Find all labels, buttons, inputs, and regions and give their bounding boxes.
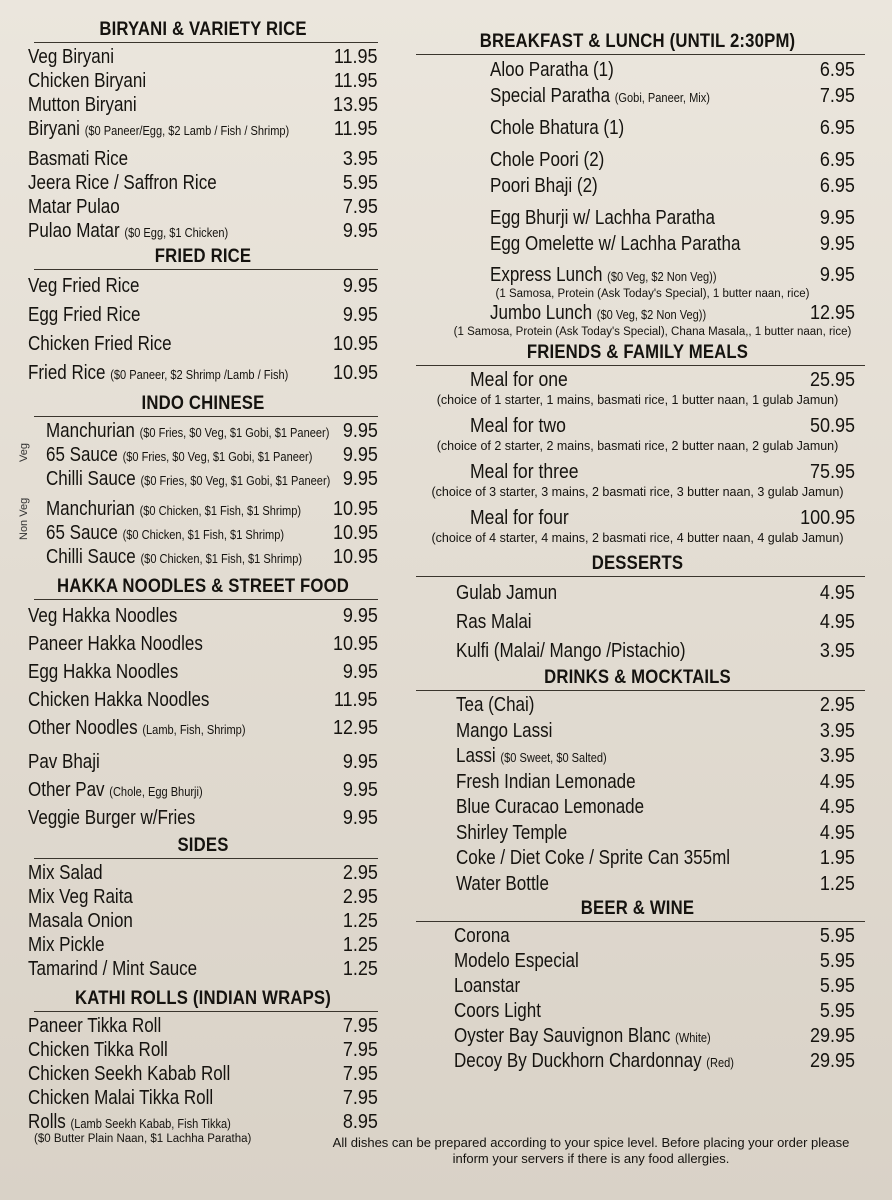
price: 9.95	[819, 264, 855, 286]
item-name: Lassi ($0 Sweet, $0 Salted)	[456, 745, 607, 767]
item-list	[456, 579, 855, 666]
menu-item	[454, 924, 855, 949]
item-name: Egg Fried Rice	[28, 304, 141, 326]
item-name: Egg Bhurji w/ Lachha Paratha	[490, 207, 715, 229]
item-name: Veggie Burger w/Fries	[28, 807, 196, 829]
item-name: Mix Veg Raita	[28, 886, 133, 908]
menu-item	[456, 744, 855, 770]
item-price: 3.95	[819, 640, 855, 662]
menu-item	[456, 579, 855, 608]
divider	[416, 690, 865, 691]
item-name: Pav Bhaji	[28, 751, 100, 773]
item-price: 13.95	[332, 94, 378, 116]
item-name: Egg Hakka Noodles	[28, 661, 179, 683]
menu-item	[454, 949, 855, 974]
menu-item	[28, 330, 378, 359]
menu-item	[490, 147, 855, 173]
menu-item	[28, 219, 378, 243]
item-price: 11.95	[334, 70, 378, 92]
menu-item	[456, 637, 855, 666]
left-column	[18, 18, 378, 1134]
item-name: Mix Salad	[28, 862, 103, 884]
menu-item	[490, 173, 855, 199]
menu-item	[28, 171, 378, 195]
item-name: Manchurian ($0 Fries, $0 Veg, $1 Gobi, $1 Paneer)	[46, 420, 330, 442]
item-list	[46, 497, 378, 569]
item-name: Poori Bhaji (2)	[490, 175, 598, 197]
item-name: Shirley Temple	[456, 821, 568, 844]
item-price: 9.95	[342, 807, 378, 829]
menu-item	[46, 443, 378, 467]
meal-name: Meal for two	[470, 415, 566, 437]
menu-item	[28, 45, 378, 69]
item-list	[28, 45, 378, 243]
divider	[416, 54, 865, 55]
item-list	[28, 1014, 378, 1134]
item-name: Kulfi (Malai/ Mango /Pistachio)	[456, 640, 686, 662]
item-note: ($0 Egg, $1 Chicken)	[124, 225, 229, 240]
item-price: 10.95	[332, 333, 378, 355]
section-sides	[28, 834, 378, 981]
meal-name: Meal for four	[470, 507, 569, 529]
item-price: 5.95	[819, 925, 855, 947]
item-price: 4.95	[819, 821, 855, 844]
meal-price: 50.95	[809, 415, 855, 437]
divider	[34, 42, 378, 43]
item-note: ($0 Fries, $0 Veg, $1 Gobi, $1 Paneer)	[122, 449, 313, 464]
right-column	[410, 30, 865, 1074]
section-desserts	[410, 552, 865, 666]
item-name: Chicken Tikka Roll	[28, 1039, 168, 1061]
meal-desc: (choice of 1 starter, 1 mains, basmati rice, 1 butter naan, 1 gulab Jamun)	[436, 393, 839, 407]
item-price: 6.95	[819, 117, 855, 139]
item-name: Biryani ($0 Paneer/Egg, $2 Lamb / Fish / Shrimp)	[28, 118, 290, 140]
item-price: 4.95	[819, 611, 855, 633]
item-name: Chole Poori (2)	[490, 149, 605, 171]
item-note: (Lamb Seekh Kabab, Fish Tikka)	[70, 1116, 231, 1131]
item-name: Ras Malai	[456, 611, 532, 633]
item-price: 7.95	[342, 1063, 378, 1085]
item-price: 11.95	[334, 46, 378, 68]
item-name: 65 Sauce ($0 Chicken, $1 Fish, $1 Shrimp)	[46, 522, 285, 544]
item-name: Chilli Sauce ($0 Fries, $0 Veg, $1 Gobi, $1 Paneer)	[46, 468, 331, 490]
item-name: Chole Bhatura (1)	[490, 117, 625, 139]
item-price: 7.95	[819, 85, 855, 107]
menu-item	[28, 69, 378, 93]
divider	[34, 858, 378, 859]
meal-item	[410, 368, 865, 392]
item-price: 4.95	[819, 770, 855, 793]
meal-price: 100.95	[799, 507, 855, 529]
menu-item	[28, 301, 378, 330]
item-price: 10.95	[332, 498, 378, 520]
item-name: Loanstar	[454, 975, 521, 997]
section-title: BEER & WINE	[580, 898, 695, 919]
item-name: Chilli Sauce ($0 Chicken, $1 Fish, $1 Shrimp)	[46, 546, 303, 568]
item-note: (Chole, Egg Bhurji)	[109, 784, 203, 799]
item-price: 9.95	[342, 304, 378, 326]
item-price: 3.95	[819, 745, 855, 767]
item-name: Fried Rice ($0 Paneer, $2 Shrimp /Lamb / Fish)	[28, 362, 289, 384]
item-name: Chicken Biryani	[28, 70, 147, 92]
divider	[34, 269, 378, 270]
section-title: KATHI ROLLS (INDIAN WRAPS)	[75, 988, 331, 1009]
section-title: DRINKS & MOCKTAILS	[544, 667, 731, 688]
item-price: 11.95	[334, 689, 378, 711]
item-price: 6.95	[819, 149, 855, 171]
meal-desc: (choice of 4 starter, 4 mains, 2 basmati rice, 4 butter naan, 4 gulab Jamun)	[431, 531, 844, 545]
menu-item	[28, 117, 378, 141]
kathi-footnote: ($0 Butter Plain Naan, $1 Lachha Paratha)	[34, 1133, 252, 1145]
item-note: ($0 Chicken, $1 Fish, $1 Shrimp)	[122, 527, 285, 542]
menu-item	[28, 748, 378, 776]
item-note: (White)	[675, 1030, 711, 1045]
item-list	[28, 602, 378, 832]
item-name: Chicken Malai Tikka Roll	[28, 1087, 214, 1109]
menu-item	[28, 885, 378, 909]
menu-item	[456, 872, 855, 898]
item-name: Jeera Rice / Saffron Rice	[28, 172, 217, 194]
item-price: 9.95	[342, 605, 378, 627]
menu-item	[456, 846, 855, 872]
menu-item	[28, 686, 378, 714]
item-name: Matar Pulao	[28, 196, 120, 218]
menu-item	[28, 714, 378, 742]
menu-item	[46, 497, 378, 521]
item-list	[456, 693, 855, 897]
item-list	[490, 57, 855, 257]
veg-label: Veg	[18, 443, 30, 462]
item-price: 29.95	[809, 1050, 855, 1072]
divider	[416, 921, 865, 922]
item-price: 10.95	[332, 633, 378, 655]
menu-item	[456, 795, 855, 821]
item-price: 5.95	[342, 172, 378, 194]
item-price: 1.25	[342, 910, 378, 932]
item-price: 2.95	[342, 862, 378, 884]
express-lunch-desc: (1 Samosa, Protein (Ask Today's Special), 1 butter naan, rice)	[495, 288, 810, 300]
menu-item	[46, 521, 378, 545]
item-price: 7.95	[342, 1015, 378, 1037]
item-price: 9.95	[342, 779, 378, 801]
item-price: 10.95	[332, 522, 378, 544]
menu-item	[28, 630, 378, 658]
item-price: 8.95	[342, 1111, 378, 1133]
item-name: Tamarind / Mint Sauce	[28, 958, 198, 980]
item-note: ($0 Chicken, $1 Fish, $1 Shrimp)	[139, 503, 302, 518]
menu-item	[28, 776, 378, 804]
item-price: 2.95	[342, 886, 378, 908]
divider	[34, 1011, 378, 1012]
item-price: 7.95	[342, 1087, 378, 1109]
menu-item	[28, 804, 378, 832]
item-note: ($0 Paneer, $2 Shrimp /Lamb / Fish)	[110, 367, 289, 382]
item-price: 4.95	[819, 582, 855, 604]
item-list	[454, 924, 855, 1074]
menu-item	[46, 467, 378, 491]
meal-price: 25.95	[809, 369, 855, 391]
item-name: Coors Light	[454, 1000, 541, 1022]
item-name: Masala Onion	[28, 910, 133, 932]
item-name: Chicken Fried Rice	[28, 333, 172, 355]
item-price: 3.95	[342, 148, 378, 170]
meal-item	[410, 460, 865, 484]
item-name: Veg Biryani	[28, 46, 114, 68]
item-price: 9.95	[819, 233, 855, 255]
item-name: Basmati Rice	[28, 148, 129, 170]
menu-item	[28, 602, 378, 630]
menu-item	[28, 195, 378, 219]
meal-desc: (choice of 3 starter, 3 mains, 2 basmati rice, 3 butter naan, 3 gulab Jamun)	[431, 485, 844, 499]
item-price: 9.95	[342, 275, 378, 297]
item-list	[28, 272, 378, 388]
item-name: Veg Hakka Noodles	[28, 605, 178, 627]
item-price: 9.95	[342, 444, 378, 466]
menu-item	[28, 93, 378, 117]
section-title: BIRYANI & VARIETY RICE	[99, 19, 307, 40]
item-price: 5.95	[819, 1000, 855, 1022]
section-indo-chinese	[18, 392, 378, 569]
item-note: ($0 Fries, $0 Veg, $1 Gobi, $1 Paneer)	[139, 425, 330, 440]
menu-item-jumbo-lunch: Jumbo Lunch ($0 Veg, $2 Non Veg)) 12.95	[490, 302, 855, 324]
menu-item	[490, 83, 855, 109]
item-name: Egg Omelette w/ Lachha Paratha	[490, 233, 741, 255]
menu-item	[490, 115, 855, 141]
item-price: 1.95	[819, 847, 855, 869]
section-title: FRIED RICE	[154, 246, 252, 267]
jumbo-lunch-desc: (1 Samosa, Protein (Ask Today's Special), Chana Masala,, 1 butter naan, rice)	[453, 326, 852, 338]
item-name: Aloo Paratha (1)	[490, 59, 614, 81]
menu-item	[28, 861, 378, 885]
item-name: Rolls (Lamb Seekh Kabab, Fish Tikka)	[28, 1111, 231, 1133]
meal-item	[410, 506, 865, 530]
item-name: Other Noodles (Lamb, Fish, Shrimp)	[28, 717, 246, 739]
item-name: Corona	[454, 925, 510, 947]
item-price: 9.95	[342, 751, 378, 773]
section-family-meals	[410, 341, 865, 546]
item-name: Paneer Hakka Noodles	[28, 633, 203, 655]
divider	[416, 576, 865, 577]
menu-item	[28, 1062, 378, 1086]
item-price: 7.95	[342, 196, 378, 218]
item-name: Blue Curacao Lemonade	[456, 796, 645, 818]
item-price: 2.95	[819, 694, 855, 716]
menu-item	[28, 1086, 378, 1110]
menu-item	[456, 693, 855, 719]
item-price: 1.25	[342, 934, 378, 956]
menu-item	[28, 147, 378, 171]
item-note: (Lamb, Fish, Shrimp)	[142, 722, 246, 737]
menu-item	[456, 719, 855, 745]
allergy-footer: All dishes can be prepared according to your spice level. Before placing your order please inform your servers if there is any food allergies.	[332, 1135, 850, 1166]
menu-item	[46, 419, 378, 443]
menu-item	[456, 608, 855, 637]
menu-item	[456, 770, 855, 796]
item-note: (Gobi, Paneer, Mix)	[614, 90, 710, 105]
meal-price: 75.95	[809, 461, 855, 483]
item-name: Mix Pickle	[28, 934, 105, 956]
section-beer-wine	[410, 897, 865, 1074]
item-list	[28, 861, 378, 981]
item-price: 10.95	[332, 362, 378, 384]
menu-item	[456, 821, 855, 847]
menu-item	[490, 205, 855, 231]
item-price: 9.95	[342, 420, 378, 442]
item-price: 10.95	[332, 546, 378, 568]
item-name: Gulab Jamun	[456, 582, 558, 604]
section-drinks	[410, 666, 865, 897]
item-note: ($0 Sweet, $0 Salted)	[500, 750, 607, 765]
meal-desc: (choice of 2 starter, 2 mains, basmati rice, 2 butter naan, 2 gulab Jamun)	[436, 439, 839, 453]
nonveg-label: Non Veg	[18, 497, 30, 540]
item-price: 5.95	[819, 975, 855, 997]
section-fried-rice	[28, 245, 378, 388]
item-name: Special Paratha (Gobi, Paneer, Mix)	[490, 85, 710, 107]
item-name: Other Pav (Chole, Egg Bhurji)	[28, 779, 203, 801]
item-price: 1.25	[819, 872, 855, 895]
menu-item	[490, 231, 855, 257]
section-title: DESSERTS	[591, 553, 684, 574]
menu-item	[28, 1110, 378, 1134]
divider	[416, 365, 865, 366]
item-price: 3.95	[819, 719, 855, 742]
item-price: 6.95	[819, 59, 855, 81]
item-name: Decoy By Duckhorn Chardonnay (Red)	[454, 1050, 734, 1072]
item-price: 12.95	[332, 717, 378, 739]
meal-list	[410, 368, 865, 546]
section-biryani	[28, 18, 378, 243]
section-title: SIDES	[177, 835, 229, 856]
item-price: 5.95	[819, 950, 855, 972]
item-price: 9.95	[342, 468, 378, 490]
meal-name: Meal for three	[470, 461, 579, 483]
section-hakka	[28, 575, 378, 832]
item-price: 9.95	[342, 220, 378, 242]
section-title: INDO CHINESE	[141, 393, 265, 414]
item-name: Chicken Hakka Noodles	[28, 689, 210, 711]
item-name: Paneer Tikka Roll	[28, 1015, 162, 1037]
menu-item	[28, 957, 378, 981]
menu-item	[454, 1049, 855, 1074]
item-name: Coke / Diet Coke / Sprite Can 355ml	[456, 847, 731, 869]
menu-item	[28, 1014, 378, 1038]
item-name: Manchurian ($0 Chicken, $1 Fish, $1 Shrimp)	[46, 498, 302, 520]
item-price: 1.25	[342, 958, 378, 980]
item-name: Mango Lassi	[456, 719, 553, 742]
section-title: HAKKA NOODLES & STREET FOOD	[56, 576, 350, 597]
menu-item-express-lunch: Express Lunch ($0 Veg, $2 Non Veg)) 9.95	[490, 264, 855, 286]
item-price: 6.95	[819, 175, 855, 197]
menu-item	[28, 909, 378, 933]
item-name: Oyster Bay Sauvignon Blanc (White)	[454, 1025, 711, 1047]
item-price: 7.95	[342, 1039, 378, 1061]
section-breakfast	[410, 30, 865, 339]
menu-item	[28, 1038, 378, 1062]
item-name: Veg Fried Rice	[28, 275, 140, 297]
menu-item	[454, 974, 855, 999]
section-kathi	[28, 987, 378, 1134]
item-note: ($0 Chicken, $1 Fish, $1 Shrimp)	[140, 551, 303, 566]
divider	[34, 599, 378, 600]
price: 12.95	[809, 302, 855, 324]
item-list	[46, 419, 378, 491]
menu-item	[46, 545, 378, 569]
item-name: Fresh Indian Lemonade	[456, 770, 636, 793]
menu-item	[28, 359, 378, 388]
menu-item	[28, 272, 378, 301]
meal-name: Meal for one	[470, 369, 568, 391]
menu-item	[454, 999, 855, 1024]
item-note: ($0 Fries, $0 Veg, $1 Gobi, $1 Paneer)	[140, 473, 331, 488]
divider	[34, 416, 378, 417]
item-price: 9.95	[819, 207, 855, 229]
item-note: (Red)	[706, 1055, 734, 1070]
item-name: Pulao Matar ($0 Egg, $1 Chicken)	[28, 220, 229, 242]
item-name: Mutton Biryani	[28, 94, 137, 116]
item-name: Water Bottle	[456, 872, 549, 895]
item-name: 65 Sauce ($0 Fries, $0 Veg, $1 Gobi, $1 Paneer)	[46, 444, 313, 466]
item-note: ($0 Paneer/Egg, $2 Lamb / Fish / Shrimp)	[84, 123, 290, 138]
menu-item	[454, 1024, 855, 1049]
item-price: 11.95	[334, 118, 378, 140]
menu-item	[490, 57, 855, 83]
item-name: Chicken Seekh Kabab Roll	[28, 1063, 231, 1085]
item-price: 29.95	[809, 1025, 855, 1047]
section-title: BREAKFAST & LUNCH (UNTIL 2:30PM)	[479, 31, 796, 52]
section-title: FRIENDS & FAMILY MEALS	[526, 342, 749, 363]
item-price: 9.95	[342, 661, 378, 683]
item-name: Tea (Chai)	[456, 694, 535, 716]
menu-item	[28, 933, 378, 957]
menu-item	[28, 658, 378, 686]
item-name: Modelo Especial	[454, 950, 579, 972]
item-price: 4.95	[819, 796, 855, 818]
meal-item	[410, 414, 865, 438]
